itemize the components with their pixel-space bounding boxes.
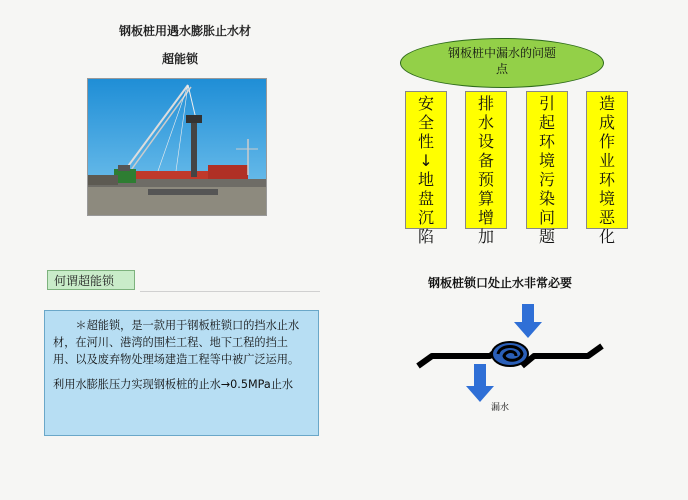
divider (140, 291, 320, 292)
problem-text-1: 安全性↓地盘沉陷 (417, 94, 434, 246)
description-box (44, 310, 319, 436)
description-summary: 利用水膨胀压力实现钢板桩的止水→0.5MPa止水 (53, 378, 294, 391)
construction-photo-art (88, 79, 266, 215)
problem-box-3 (526, 91, 568, 246)
leak-label: 漏水 (491, 403, 510, 413)
left-pile-plate (418, 346, 502, 366)
product-name: 超能锁 (161, 52, 198, 66)
problem-text-4: 造成作业环境恶化 (598, 94, 615, 246)
sheet-pile-interlock-diagram (410, 300, 610, 420)
figure-title: 钢板桩锁口处止水非常必要 (427, 276, 572, 290)
water-pressure-arrow (514, 304, 542, 338)
problem-box-1 (405, 91, 447, 246)
right-pile-plate (522, 346, 602, 366)
leak-arrow (466, 364, 494, 402)
description-text: ＊超能锁，是一款用于钢板桩锁口的挡水止水材，在河川、港湾的围栏工程、地下工程的挡土用、以及废弃物处理场建造工程等中被广泛运用。 (53, 319, 300, 366)
section-header: 何谓超能锁 (47, 270, 135, 290)
construction-photo (87, 78, 267, 216)
ellipse-text: 钢板桩中漏水的问题点 (447, 46, 556, 76)
problem-text-3: 引起环境污染问题 (538, 94, 555, 246)
interlock-svg (410, 300, 610, 420)
problem-box-2 (465, 91, 507, 246)
problem-box-4 (586, 91, 628, 246)
problem-ellipse (400, 38, 604, 88)
page-title: 钢板桩用遇水膨胀止水材 (118, 24, 251, 38)
problem-text-2: 排水设备预算增加 (477, 94, 494, 246)
